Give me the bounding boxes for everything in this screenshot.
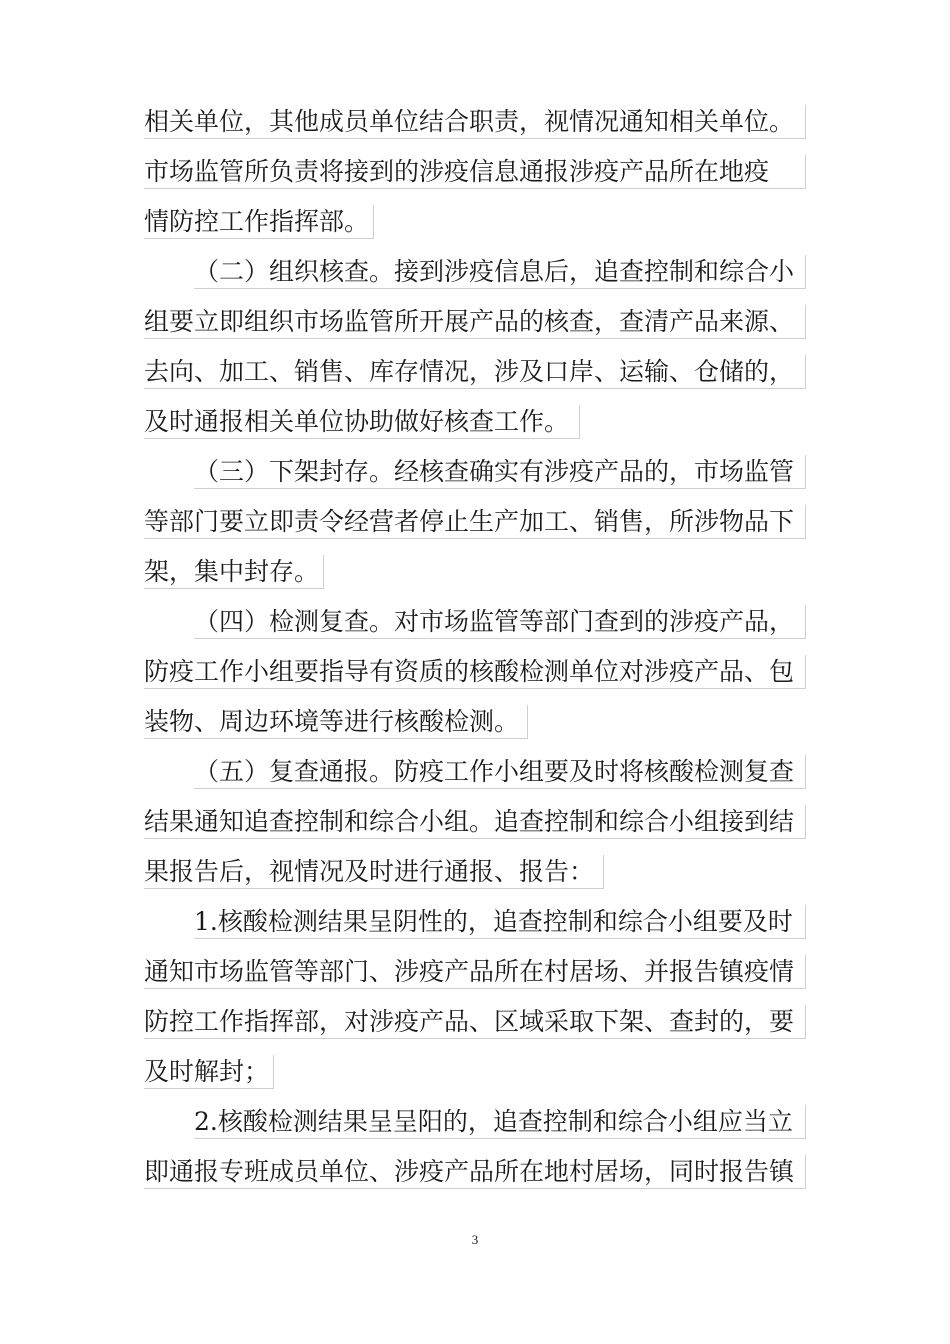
text-line: 相关单位，其他成员单位结合职责，视情况通知相关单位。 <box>144 105 806 139</box>
text-line: 情防控工作指挥部。 <box>144 205 374 239</box>
text-line: （三）下架封存。经核查确实有涉疫产品的，市场监管 <box>194 455 806 489</box>
text-line: 果报告后，视情况及时进行通报、报告： <box>144 855 604 889</box>
text-line: 市场监管所负责将接到的涉疫信息通报涉疫产品所在地疫 <box>144 155 806 189</box>
text-line: 防疫工作小组要指导有资质的核酸检测单位对涉疫产品、包 <box>144 655 806 689</box>
page-number: 3 <box>471 1232 479 1247</box>
text-line: 等部门要立即责令经营者停止生产加工、销售，所涉物品下 <box>144 505 806 539</box>
text-line: 2.核酸检测结果呈呈阳的，追查控制和综合小组应当立 <box>194 1105 806 1139</box>
text-line: 组要立即组织市场监管所开展产品的核查，查清产品来源、 <box>144 305 806 339</box>
text-line: 通知市场监管等部门、涉疫产品所在村居场、并报告镇疫情 <box>144 955 806 989</box>
text-line: （二）组织核查。接到涉疫信息后，追查控制和综合小 <box>194 255 806 289</box>
text-line: 架，集中封存。 <box>144 555 324 589</box>
text-line: （四）检测复查。对市场监管等部门查到的涉疫产品， <box>194 605 806 639</box>
text-line: 结果通知追查控制和综合小组。追查控制和综合小组接到结 <box>144 805 806 839</box>
text-line: 1.核酸检测结果呈阴性的，追查控制和综合小组要及时 <box>194 905 806 939</box>
text-line: （五）复查通报。防疫工作小组要及时将核酸检测复查 <box>194 755 806 789</box>
text-line: 及时解封； <box>144 1055 274 1089</box>
text-line: 即通报专班成员单位、涉疫产品所在地村居场，同时报告镇 <box>144 1155 806 1189</box>
text-line: 去向、加工、销售、库存情况，涉及口岸、运输、仓储的， <box>144 355 806 389</box>
text-line: 防控工作指挥部，对涉疫产品、区域采取下架、查封的，要 <box>144 1005 806 1039</box>
text-line: 装物、周边环境等进行核酸检测。 <box>144 705 528 739</box>
text-line: 及时通报相关单位协助做好核查工作。 <box>144 405 580 439</box>
